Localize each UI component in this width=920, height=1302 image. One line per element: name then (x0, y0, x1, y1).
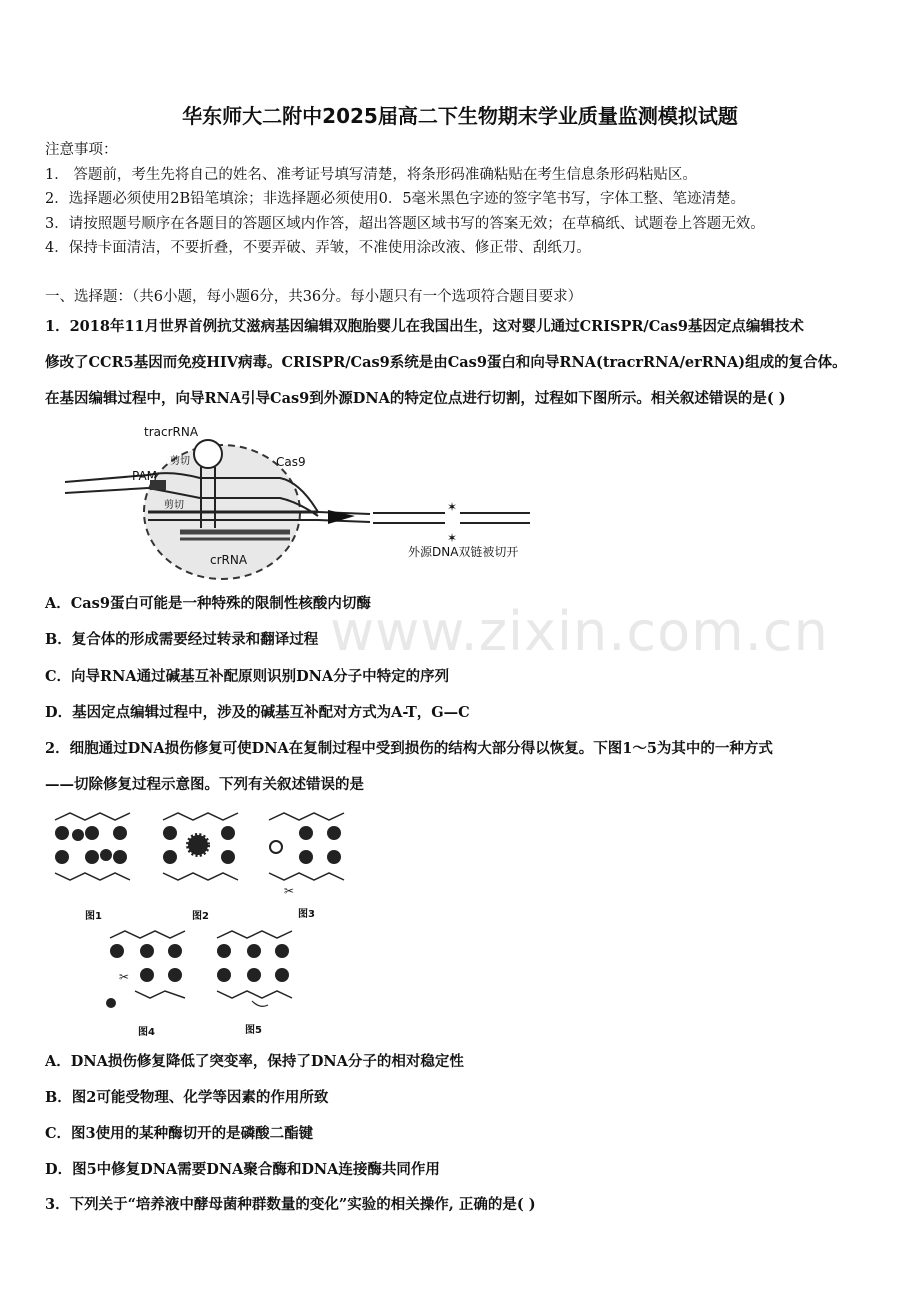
svg-text:✶: ✶ (446, 531, 458, 545)
figure-5 (217, 931, 292, 1006)
section-heading: 一、选择题：（共6小题，每小题6分，共36分。每小题只有一个选项符合题目要求） (45, 289, 583, 305)
q2-stem-line: ——切除修复过程示意图。下列有关叙述错误的是 (45, 776, 364, 793)
label-result: 外源DNA双链被切开 (408, 545, 519, 559)
page-title: 华东师大二附中2025届高二下生物期末学业质量监测模拟试题 (182, 104, 738, 128)
svg-text:✂: ✂ (119, 970, 130, 984)
q2-option-c: C．图3使用的某种酶切开的是磷酸二酯键 (45, 1125, 314, 1142)
q1-stem-line: 1．2018年11月世界首例抗艾滋病基因编辑双胞胎婴儿在我国出生，这对婴儿通过CRISPR/Cas9基因定点编辑技术 (45, 318, 804, 335)
notice-item: 1． 答题前，考生先将自己的姓名、准考证号填写清楚，将条形码准确粘贴在考生信息条形码粘贴区。 (45, 167, 697, 183)
label-cut-1: 剪切 (170, 456, 190, 467)
svg-text:✶: ✶ (446, 500, 458, 514)
q1-stem-line: 修改了CCR5基因而免疫HIV病毒。CRISPR/Cas9系统是由Cas9蛋白和向导RNA(tracrRNA/erRNA)组成的复合体。 (45, 354, 847, 371)
figure-2 (163, 813, 238, 880)
notice-heading: 注意事项： (45, 142, 118, 158)
figure-3 (269, 813, 344, 898)
figure-1 (55, 813, 130, 880)
q3-stem-line: 3．下列关于“培养液中酵母菌种群数量的变化”实验的相关操作, 正确的是( ) (45, 1196, 536, 1213)
figure-label-1: 图1 (85, 911, 102, 922)
figure-label-5: 图5 (245, 1025, 262, 1036)
label-tracrrna: tracrRNA (144, 425, 199, 439)
q2-stem-line: 2．细胞通过DNA损伤修复可使DNA在复制过程中受到损伤的结构大部分得以恢复。下图1～5为其中的一种方式 (45, 740, 773, 757)
svg-text:✂: ✂ (284, 884, 295, 898)
crispr-cas9-figure (60, 420, 550, 585)
label-cut-2: 剪切 (164, 500, 184, 511)
q2-option-d: D．图5中修复DNA需要DNA聚合酶和DNA连接酶共同作用 (45, 1161, 440, 1178)
q1-option-c: C．向导RNA通过碱基互补配原则识别DNA分子中特定的序列 (45, 668, 450, 685)
notice-item: 2．选择题必须使用2B铅笔填涂；非选择题必须使用0．5毫米黑色字迹的签字笔书写，字体工整、笔迹清楚。 (45, 191, 746, 207)
q2-option-b: B．图2可能受物理、化学等因素的作用所致 (45, 1089, 329, 1106)
label-pam: PAM (132, 469, 158, 483)
label-crrna: crRNA (210, 553, 248, 567)
q1-option-b: B．复合体的形成需要经过转录和翻译过程 (45, 631, 319, 648)
watermark: www.zixin.com.cn (330, 600, 829, 663)
q1-stem-line: 在基因编辑过程中，向导RNA引导Cas9到外源DNA的特定位点进行切割，过程如下图所示。相关叙述错误的是( ) (45, 390, 786, 407)
q1-option-a: A．Cas9蛋白可能是一种特殊的限制性核酸内切酶 (45, 595, 371, 612)
label-cas9: Cas9 (276, 455, 306, 469)
figure-label-4: 图4 (138, 1027, 155, 1038)
figure-4 (106, 931, 185, 1008)
notice-item: 3．请按照题号顺序在各题目的答题区域内作答，超出答题区域书写的答案无效；在草稿纸、试题卷上答题无效。 (45, 216, 765, 232)
q1-option-d: D．基因定点编辑过程中，涉及的碱基互补配对方式为A-T，G—C (45, 704, 470, 721)
figure-label-2: 图2 (192, 911, 209, 922)
q2-option-a: A．DNA损伤修复降低了突变率，保持了DNA分子的相对稳定性 (45, 1053, 464, 1070)
notice-item: 4．保持卡面清洁，不要折叠，不要弄破、弄皱，不准使用涂改液、修正带、刮纸刀。 (45, 240, 591, 256)
figure-label-3: 图3 (298, 909, 315, 920)
